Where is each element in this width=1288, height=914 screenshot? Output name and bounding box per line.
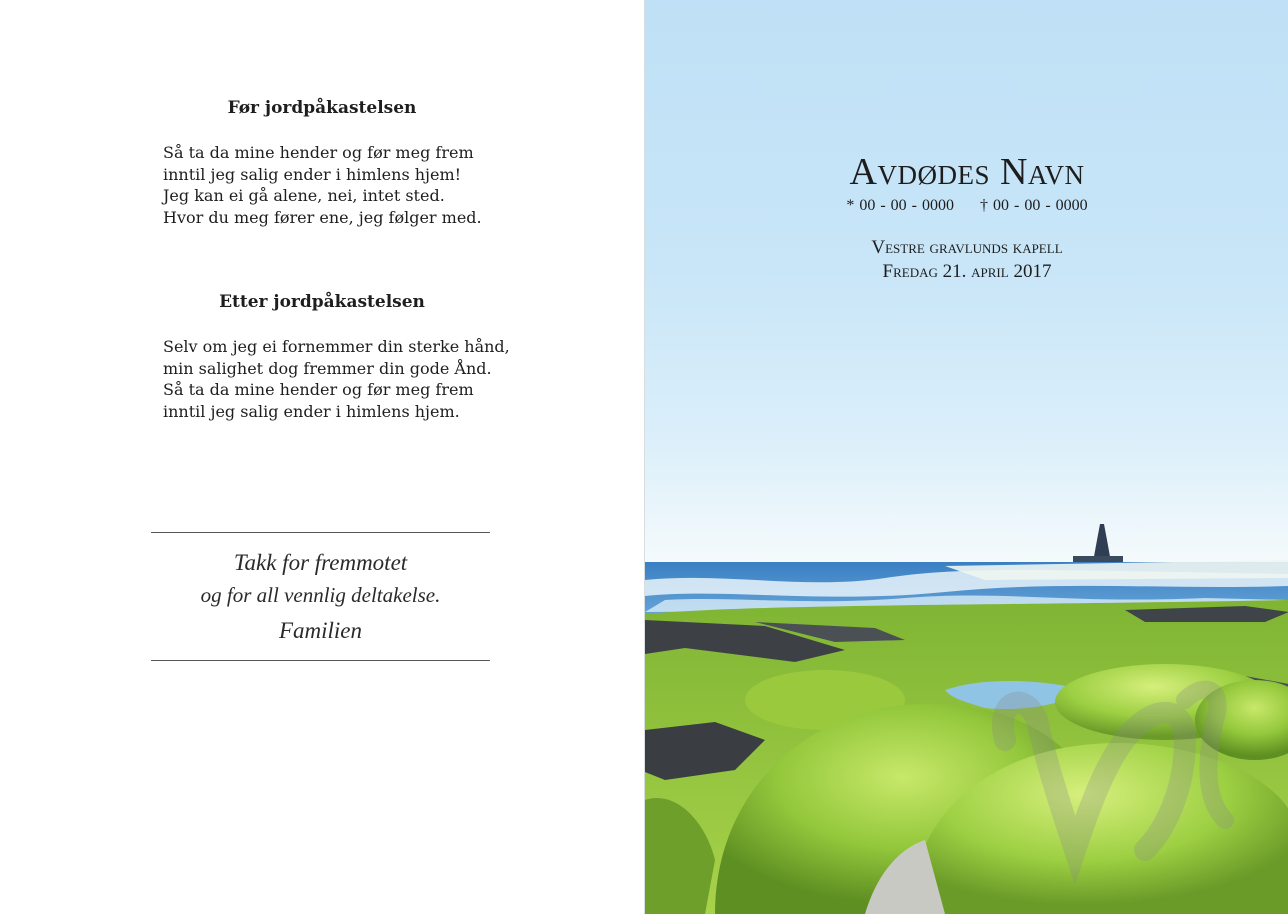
- before-burial-heading: Før jordpåkastelsen: [227, 98, 417, 118]
- bottom-divider: [151, 660, 490, 661]
- before-burial-verse: [163, 142, 583, 228]
- cover-title-block: [645, 150, 1288, 284]
- verse-line: Så ta da mine hender og før meg frem: [163, 380, 474, 399]
- venue: Vestre gravlunds kapell: [871, 237, 1063, 258]
- verse-line: inntil jeg salig ender i himlens hjem.: [163, 401, 460, 421]
- verse-line: Hvor du meg fører ene, jeg følger med.: [163, 207, 482, 227]
- verse-line: inntil jeg salig ender i himlens hjem!: [163, 164, 462, 184]
- after-burial-heading: Etter jordpåkastelsen: [219, 292, 425, 312]
- verse-line: Jeg kan ei gå alene, nei, intet sted.: [163, 186, 445, 205]
- top-divider: [151, 532, 490, 533]
- thanks-block: [151, 546, 490, 652]
- ceremony-date: Fredag 21. april 2017: [882, 261, 1052, 282]
- birth-date: * 00 - 00 - 0000: [846, 197, 954, 214]
- coastal-moss-photo: [645, 0, 1288, 914]
- signature: Familien: [278, 618, 363, 643]
- after-burial-verse: [163, 336, 583, 422]
- cover-page: [644, 0, 1288, 914]
- verse-line: min salighet dog fremmer din gode Ånd.: [163, 358, 492, 378]
- thanks-line: Takk for fremmotet: [233, 550, 408, 575]
- verse-line: Selv om jeg ei fornemmer din sterke hånd,: [163, 337, 510, 356]
- thanks-line: og for all vennlig deltakelse.: [200, 583, 441, 607]
- deceased-name: Avdødes Navn: [849, 151, 1085, 193]
- verse-line: Så ta da mine hender og før meg frem: [163, 143, 474, 162]
- death-date: † 00 - 00 - 0000: [980, 197, 1088, 214]
- life-dates: [645, 196, 1288, 216]
